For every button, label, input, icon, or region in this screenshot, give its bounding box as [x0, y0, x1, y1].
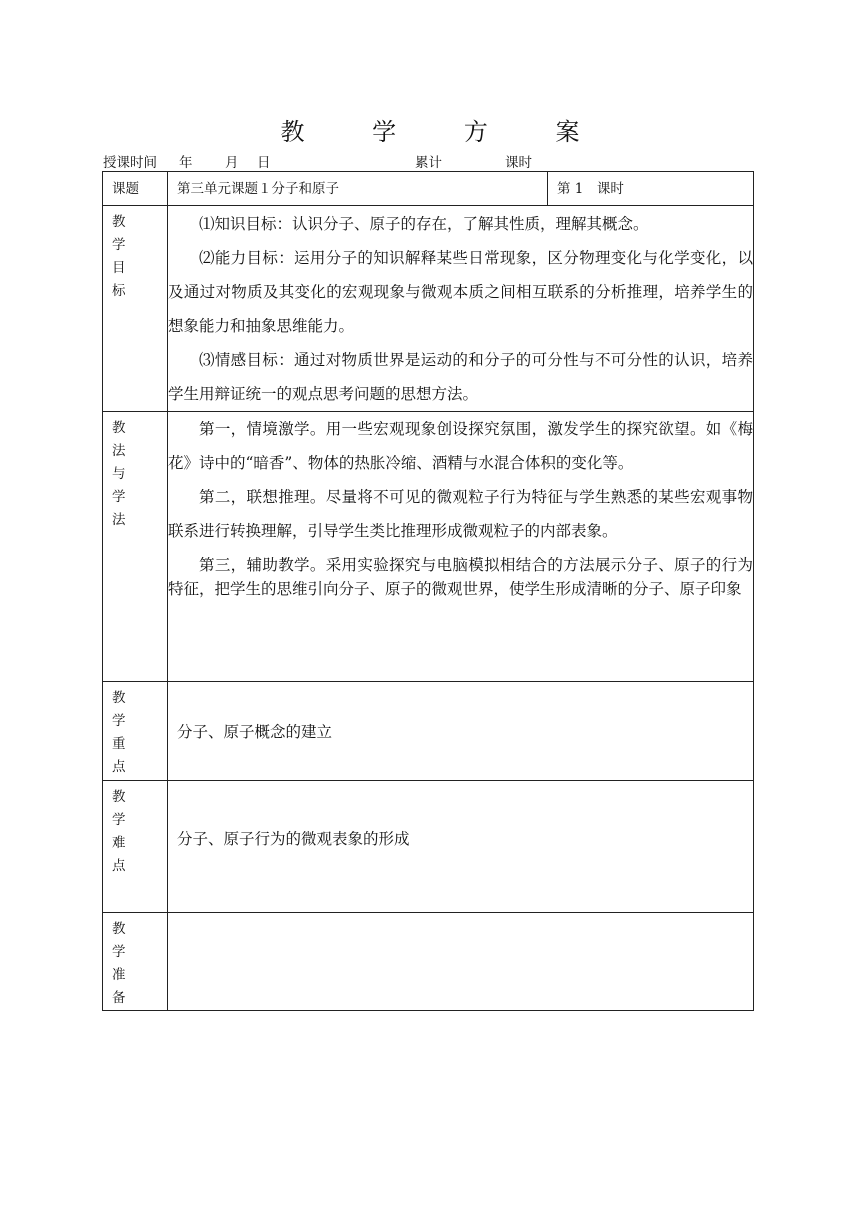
- periods-label: 课时: [505, 155, 532, 171]
- label-char: 法: [112, 443, 126, 459]
- label-char: 备: [112, 990, 126, 1006]
- method-second: 第二，联想推理。尽量将不可见的微观粒子行为特征与学生熟悉的某些宏观事物联系进行转换理解，引导学生类比推理形成微观粒子的内部表象。: [168, 488, 753, 540]
- topic-label: 课题: [103, 172, 168, 206]
- label-char: 学: [112, 489, 126, 505]
- label-char: 目: [112, 260, 126, 276]
- methods-content: [168, 412, 754, 682]
- date-label: 授课时间: [103, 155, 157, 171]
- year-label: 年: [179, 155, 193, 171]
- meta-line: [103, 151, 753, 171]
- lesson-number: 第 1 课时: [548, 172, 754, 206]
- label-char: 准: [112, 967, 126, 983]
- difficulties-value: 分子、原子行为的微观表象的形成: [168, 781, 754, 913]
- label-char: 学: [112, 713, 126, 729]
- day-label: 日: [257, 155, 271, 171]
- objective-ability: ⑵能力目标：运用分子的知识解释某些日常现象，区分物理变化与化学变化，以及通过对物质及其变化的宏观现象与微观本质之间相互联系的分析推理，培养学生的想象能力和抽象思维能力。: [168, 249, 753, 335]
- label-char: 学: [112, 237, 126, 253]
- preparation-label: [103, 913, 168, 1011]
- label-char: 教: [112, 214, 126, 230]
- key-points-label: [103, 682, 168, 781]
- lesson-plan-table: [102, 171, 754, 1011]
- key-points-value: 分子、原子概念的建立: [168, 682, 754, 781]
- cumulative-label: 累计: [415, 155, 442, 171]
- objectives-row: [103, 206, 754, 412]
- label-char: 教: [112, 789, 126, 805]
- label-char: 法: [112, 512, 126, 528]
- objectives-label: [103, 206, 168, 412]
- document-title: [0, 112, 860, 147]
- method-third: 第三，辅助教学。采用实验探究与电脑模拟相结合的方法展示分子、原子的行为特征，把学生的思维引向分子、原子的微观世界，使学生形成清晰的分子、原子印象: [168, 556, 753, 598]
- difficulties-row: [103, 781, 754, 913]
- preparation-row: [103, 913, 754, 1011]
- method-first: 第一，情境激学。用一些宏观现象创设探究氛围，激发学生的探究欲望。如《梅花》诗中的“暗香”、物体的热胀冷缩、酒精与水混合体积的变化等。: [168, 420, 753, 472]
- label-char: 点: [112, 858, 126, 874]
- label-char: 教: [112, 420, 126, 436]
- label-char: 难: [112, 835, 126, 851]
- label-char: 教: [112, 921, 126, 937]
- label-char: 重: [112, 736, 126, 752]
- difficulties-label: [103, 781, 168, 913]
- preparation-value: [168, 913, 754, 1011]
- objective-emotion: ⑶情感目标：通过对物质世界是运动的和分子的可分性与不可分性的认识，培养学生用辩证统一的观点思考问题的思想方法。: [168, 351, 753, 403]
- label-char: 学: [112, 812, 126, 828]
- topic-value: 第三单元课题１分子和原子: [168, 172, 548, 206]
- label-char: 与: [112, 466, 126, 482]
- title-char: 方: [463, 118, 488, 146]
- month-label: 月: [225, 155, 239, 171]
- objective-knowledge: ⑴知识目标：认识分子、原子的存在，了解其性质，理解其概念。: [199, 215, 649, 233]
- methods-label: [103, 412, 168, 682]
- label-char: 学: [112, 944, 126, 960]
- label-char: 标: [112, 283, 126, 299]
- title-char: 教: [280, 118, 305, 146]
- objectives-content: [168, 206, 754, 412]
- label-char: 教: [112, 690, 126, 706]
- topic-row: [103, 172, 754, 206]
- label-char: 点: [112, 759, 126, 775]
- methods-row: [103, 412, 754, 682]
- key-points-row: [103, 682, 754, 781]
- title-char: 学: [372, 118, 397, 146]
- title-char: 案: [555, 118, 580, 146]
